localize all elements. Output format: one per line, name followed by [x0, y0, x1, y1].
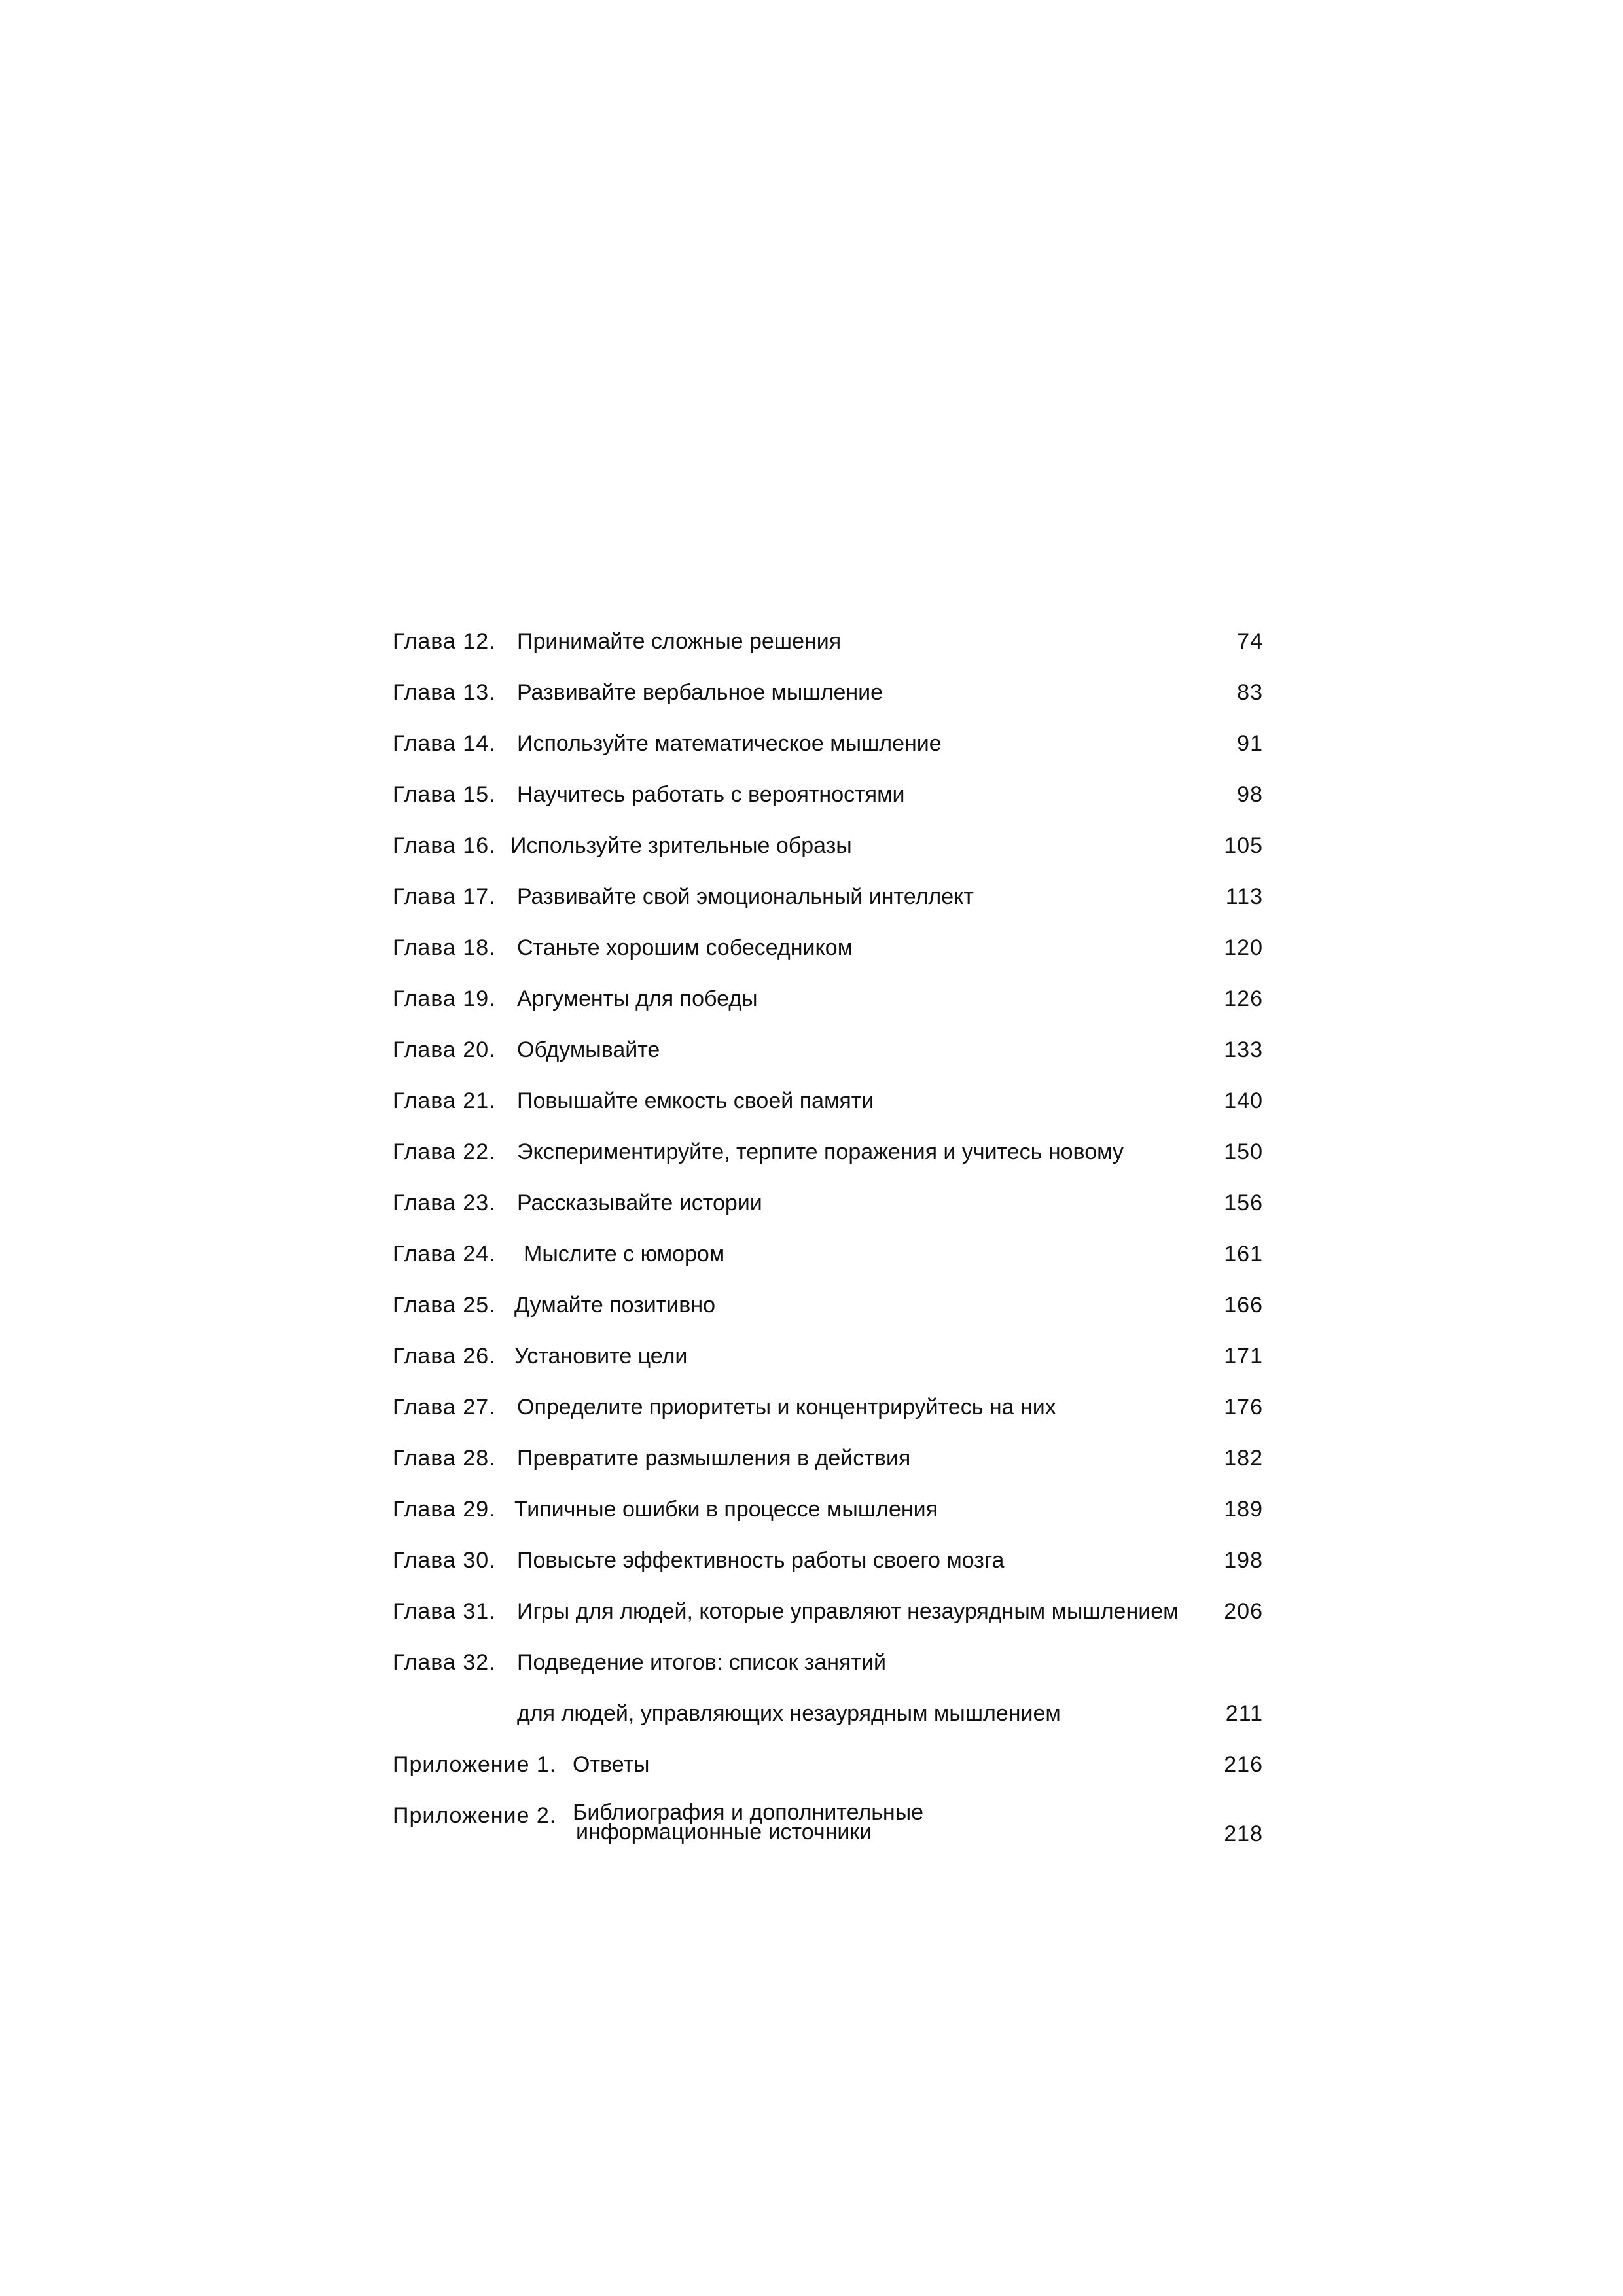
toc-chapter-title: Мыслите с юмором — [524, 1242, 725, 1266]
toc-appendix-title: Библиография и дополнительные — [573, 1800, 924, 1825]
toc-chapter-number: Глава 27. — [393, 1395, 496, 1420]
toc-page-number: 211 — [1225, 1701, 1263, 1726]
toc-entry-15 — [393, 781, 1270, 833]
toc-chapter-number: Глава 16. — [393, 833, 496, 858]
toc-chapter-number: Глава 24. — [393, 1242, 496, 1266]
toc-chapter-number: Глава 15. — [393, 782, 496, 807]
toc-entry-17 — [393, 884, 1270, 935]
toc-page-number: 133 — [1224, 1037, 1263, 1062]
toc-chapter-title: Рассказывайте истории — [517, 1191, 762, 1215]
toc-chapter-title: Повысьте эффективность работы своего мозга — [517, 1548, 1005, 1573]
toc-entry-14 — [393, 730, 1270, 781]
toc-appendix-title-continuation: информационные источники — [576, 1820, 872, 1844]
toc-page-number: 182 — [1224, 1446, 1263, 1471]
toc-chapter-title-continuation: для людей, управляющих незаурядным мышлением — [517, 1701, 1061, 1726]
toc-chapter-title: Принимайте сложные решения — [517, 629, 842, 654]
toc-entry-21 — [393, 1088, 1270, 1139]
toc-page-number: 91 — [1237, 731, 1263, 756]
toc-page-number: 198 — [1224, 1548, 1263, 1573]
toc-chapter-title: Научитесь работать с вероятностями — [517, 782, 905, 807]
toc-entry-32-continuation — [393, 1700, 1270, 1751]
toc-appendix-number: Приложение 2. — [393, 1803, 557, 1828]
toc-entry-19 — [393, 986, 1270, 1037]
toc-entry-22 — [393, 1139, 1270, 1190]
table-of-contents — [393, 628, 1270, 1861]
toc-chapter-title: Аргументы для победы — [517, 986, 758, 1011]
toc-page-number: 161 — [1224, 1242, 1263, 1266]
toc-appendix-number: Приложение 1. — [393, 1752, 557, 1777]
toc-chapter-number: Глава 19. — [393, 986, 496, 1011]
toc-page-number: 171 — [1224, 1344, 1263, 1369]
toc-entry-26 — [393, 1343, 1270, 1394]
toc-appendix-1 — [393, 1751, 1270, 1803]
toc-entry-27 — [393, 1394, 1270, 1445]
toc-entry-24 — [393, 1241, 1270, 1292]
toc-page-number: 218 — [1224, 1821, 1263, 1846]
toc-page-number: 126 — [1224, 986, 1263, 1011]
toc-page-number: 98 — [1237, 782, 1263, 807]
toc-appendix-2 — [393, 1800, 1270, 1861]
toc-chapter-title: Думайте позитивно — [514, 1293, 716, 1318]
toc-chapter-title: Обдумывайте — [517, 1037, 660, 1062]
toc-entry-29 — [393, 1496, 1270, 1547]
toc-entry-12 — [393, 628, 1270, 679]
toc-chapter-number: Глава 20. — [393, 1037, 496, 1062]
toc-chapter-title: Развивайте свой эмоциональный интеллект — [517, 884, 974, 909]
toc-page-number: 74 — [1237, 629, 1263, 654]
toc-chapter-number: Глава 14. — [393, 731, 496, 756]
toc-chapter-title: Установите цели — [514, 1344, 688, 1369]
toc-entry-28 — [393, 1445, 1270, 1496]
toc-entry-25 — [393, 1292, 1270, 1343]
toc-chapter-title: Используйте математическое мышление — [517, 731, 942, 756]
toc-page-number: 156 — [1224, 1191, 1263, 1215]
toc-page-number: 105 — [1224, 833, 1263, 858]
toc-entry-32 — [393, 1649, 1270, 1700]
toc-entry-30 — [393, 1547, 1270, 1598]
toc-chapter-number: Глава 31. — [393, 1599, 496, 1624]
toc-page-number: 189 — [1224, 1497, 1263, 1522]
toc-entry-16 — [393, 833, 1270, 884]
toc-chapter-title: Типичные ошибки в процессе мышления — [514, 1497, 938, 1522]
toc-entry-31 — [393, 1598, 1270, 1649]
toc-chapter-number: Глава 17. — [393, 884, 496, 909]
toc-chapter-title: Игры для людей, которые управляют незаурядным мышлением — [517, 1599, 1179, 1624]
toc-entry-20 — [393, 1037, 1270, 1088]
toc-chapter-number: Глава 30. — [393, 1548, 496, 1573]
toc-chapter-number: Глава 23. — [393, 1191, 496, 1215]
toc-page-number: 113 — [1225, 884, 1263, 909]
toc-page-number: 120 — [1224, 935, 1263, 960]
toc-chapter-title: Превратите размышления в действия — [517, 1446, 911, 1471]
toc-chapter-number: Глава 18. — [393, 935, 496, 960]
toc-page-number: 216 — [1224, 1752, 1263, 1777]
toc-page-number: 166 — [1224, 1293, 1263, 1318]
toc-chapter-title: Используйте зрительные образы — [510, 833, 852, 858]
toc-chapter-number: Глава 13. — [393, 680, 496, 705]
toc-chapter-number: Глава 29. — [393, 1497, 496, 1522]
toc-chapter-number: Глава 26. — [393, 1344, 496, 1369]
toc-chapter-number: Глава 21. — [393, 1088, 496, 1113]
toc-chapter-title: Повышайте емкость своей памяти — [517, 1088, 874, 1113]
toc-entry-23 — [393, 1190, 1270, 1241]
toc-page-number: 140 — [1224, 1088, 1263, 1113]
toc-page-number: 83 — [1237, 680, 1263, 705]
toc-chapter-title: Станьте хорошим собеседником — [517, 935, 853, 960]
toc-chapter-number: Глава 28. — [393, 1446, 496, 1471]
toc-chapter-title: Подведение итогов: список занятий — [517, 1650, 887, 1675]
toc-chapter-title: Экспериментируйте, терпите поражения и учитесь новому — [517, 1139, 1124, 1164]
toc-chapter-number: Глава 25. — [393, 1293, 496, 1318]
toc-appendix-title: Ответы — [573, 1752, 650, 1777]
toc-chapter-title: Определите приоритеты и концентрируйтесь на них — [517, 1395, 1056, 1420]
toc-entry-18 — [393, 935, 1270, 986]
toc-page-number: 176 — [1224, 1395, 1263, 1420]
toc-chapter-number: Глава 12. — [393, 629, 496, 654]
toc-chapter-number: Глава 32. — [393, 1650, 496, 1675]
toc-entry-13 — [393, 679, 1270, 730]
toc-page-number: 206 — [1224, 1599, 1263, 1624]
toc-chapter-number: Глава 22. — [393, 1139, 496, 1164]
toc-chapter-title: Развивайте вербальное мышление — [517, 680, 883, 705]
toc-page-number: 150 — [1224, 1139, 1263, 1164]
